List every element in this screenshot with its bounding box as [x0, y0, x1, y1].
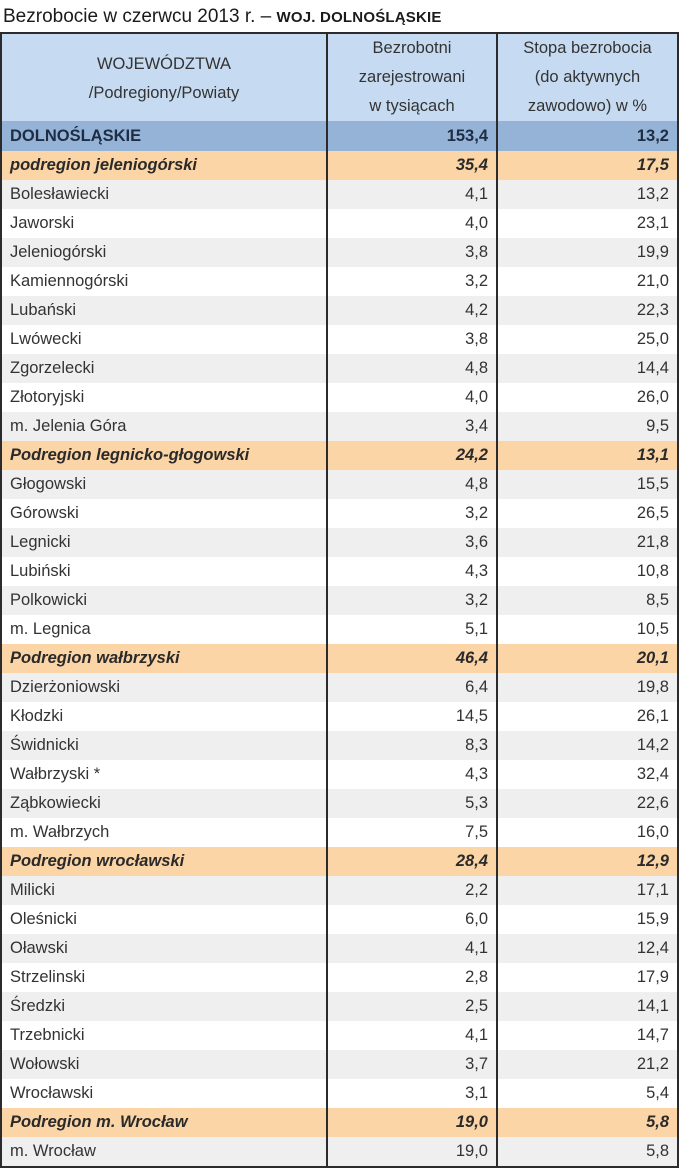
cell-rate: 26,5 — [497, 499, 678, 528]
column-header-unemployed — [327, 33, 497, 121]
cell-unemployed: 2,2 — [327, 876, 497, 905]
cell-unemployed: 4,3 — [327, 760, 497, 789]
cell-rate: 19,9 — [497, 238, 678, 267]
cell-rate: 17,1 — [497, 876, 678, 905]
cell-name: Wałbrzyski * — [1, 760, 327, 789]
cell-name: Podregion m. Wrocław — [1, 1108, 327, 1137]
cell-unemployed: 4,1 — [327, 934, 497, 963]
table-row — [1, 1050, 678, 1079]
cell-rate: 13,2 — [497, 180, 678, 209]
cell-rate: 14,2 — [497, 731, 678, 760]
cell-name: Lubiński — [1, 557, 327, 586]
header-line: zarejestrowani — [358, 68, 466, 86]
subregion-row — [1, 151, 678, 180]
cell-unemployed: 4,8 — [327, 470, 497, 499]
header-line: w tysiącach — [369, 97, 455, 115]
header-line: WOJEWÓDZTWA — [96, 54, 232, 73]
table-row — [1, 760, 678, 789]
table-row — [1, 615, 678, 644]
cell-unemployed: 14,5 — [327, 702, 497, 731]
table-row — [1, 528, 678, 557]
cell-name: Średzki — [1, 992, 327, 1021]
table-row — [1, 702, 678, 731]
table-row — [1, 383, 678, 412]
cell-name: m. Legnica — [1, 615, 327, 644]
column-header-rate — [497, 33, 678, 121]
header-line: Stopa bezrobocia — [523, 39, 652, 57]
page-title — [3, 2, 442, 32]
cell-name: Trzebnicki — [1, 1021, 327, 1050]
table-row — [1, 818, 678, 847]
cell-unemployed: 8,3 — [327, 731, 497, 760]
table-row — [1, 412, 678, 441]
cell-name: Górowski — [1, 499, 327, 528]
table-row — [1, 934, 678, 963]
cell-unemployed: 28,4 — [327, 847, 497, 876]
cell-unemployed: 7,5 — [327, 818, 497, 847]
cell-rate: 5,4 — [497, 1079, 678, 1108]
cell-unemployed: 4,0 — [327, 209, 497, 238]
cell-rate: 25,0 — [497, 325, 678, 354]
cell-name: Polkowicki — [1, 586, 327, 615]
cell-unemployed: 3,7 — [327, 1050, 497, 1079]
cell-unemployed: 3,2 — [327, 499, 497, 528]
title-region: WOJ. DOLNOŚLĄSKIE — [276, 9, 442, 26]
cell-rate: 15,5 — [497, 470, 678, 499]
cell-name: Podregion wrocławski — [1, 847, 327, 876]
cell-unemployed: 4,0 — [327, 383, 497, 412]
table-row — [1, 557, 678, 586]
cell-rate: 21,2 — [497, 1050, 678, 1079]
cell-name: Kamiennogórski — [1, 267, 327, 296]
table-row — [1, 789, 678, 818]
table-row — [1, 905, 678, 934]
header-line: Bezrobotni — [372, 39, 452, 57]
cell-name: m. Jelenia Góra — [1, 412, 327, 441]
cell-unemployed: 3,8 — [327, 238, 497, 267]
cell-name: m. Wrocław — [1, 1137, 327, 1167]
cell-unemployed: 19,0 — [327, 1137, 497, 1167]
cell-name: m. Wałbrzych — [1, 818, 327, 847]
cell-name: Strzelinski — [1, 963, 327, 992]
cell-rate: 21,8 — [497, 528, 678, 557]
cell-name: Oławski — [1, 934, 327, 963]
column-header-region — [1, 33, 327, 121]
cell-rate: 17,5 — [497, 151, 678, 180]
cell-rate: 16,0 — [497, 818, 678, 847]
cell-rate: 15,9 — [497, 905, 678, 934]
cell-unemployed: 19,0 — [327, 1108, 497, 1137]
table-row — [1, 470, 678, 499]
cell-name: Złotoryjski — [1, 383, 327, 412]
header-line: zawodowo) w % — [527, 97, 648, 115]
cell-unemployed: 46,4 — [327, 644, 497, 673]
cell-unemployed: 6,0 — [327, 905, 497, 934]
table-row — [1, 499, 678, 528]
cell-name: podregion jeleniogórski — [1, 151, 327, 180]
cell-rate: 23,1 — [497, 209, 678, 238]
cell-name: Podregion wałbrzyski — [1, 644, 327, 673]
total-unemployed: 153,4 — [327, 121, 497, 151]
cell-name: Milicki — [1, 876, 327, 905]
cell-unemployed: 4,1 — [327, 180, 497, 209]
cell-unemployed: 3,2 — [327, 586, 497, 615]
cell-unemployed: 3,1 — [327, 1079, 497, 1108]
table-row — [1, 586, 678, 615]
cell-unemployed: 2,5 — [327, 992, 497, 1021]
cell-name: Wrocławski — [1, 1079, 327, 1108]
cell-rate: 14,1 — [497, 992, 678, 1021]
cell-unemployed: 4,2 — [327, 296, 497, 325]
cell-unemployed: 3,8 — [327, 325, 497, 354]
cell-rate: 5,8 — [497, 1108, 678, 1137]
cell-unemployed: 4,3 — [327, 557, 497, 586]
table-row — [1, 1021, 678, 1050]
cell-rate: 13,1 — [497, 441, 678, 470]
cell-rate: 22,3 — [497, 296, 678, 325]
cell-unemployed: 6,4 — [327, 673, 497, 702]
table-row — [1, 1079, 678, 1108]
cell-rate: 10,5 — [497, 615, 678, 644]
subregion-row — [1, 847, 678, 876]
header-line: /Podregiony/Powiaty — [88, 83, 240, 102]
title-prefix: Bezrobocie w czerwcu 2013 r. – — [3, 6, 277, 27]
cell-rate: 12,9 — [497, 847, 678, 876]
cell-name: Jeleniogórski — [1, 238, 327, 267]
subregion-row — [1, 644, 678, 673]
cell-name: Wołowski — [1, 1050, 327, 1079]
cell-rate: 32,4 — [497, 760, 678, 789]
cell-unemployed: 5,1 — [327, 615, 497, 644]
total-name: DOLNOŚLĄSKIE — [1, 121, 327, 151]
cell-name: Podregion legnicko-głogowski — [1, 441, 327, 470]
table-row — [1, 325, 678, 354]
table-row — [1, 354, 678, 383]
cell-rate: 5,8 — [497, 1137, 678, 1167]
table-row — [1, 963, 678, 992]
table-row — [1, 180, 678, 209]
table-header-row — [1, 33, 678, 121]
cell-rate: 26,1 — [497, 702, 678, 731]
subregion-row — [1, 1108, 678, 1137]
table-row — [1, 731, 678, 760]
cell-unemployed: 4,1 — [327, 1021, 497, 1050]
cell-rate: 14,7 — [497, 1021, 678, 1050]
cell-name: Dzierżoniowski — [1, 673, 327, 702]
cell-name: Oleśnicki — [1, 905, 327, 934]
table-row — [1, 238, 678, 267]
cell-name: Głogowski — [1, 470, 327, 499]
cell-rate: 22,6 — [497, 789, 678, 818]
table-row — [1, 209, 678, 238]
cell-name: Kłodzki — [1, 702, 327, 731]
cell-unemployed: 2,8 — [327, 963, 497, 992]
cell-rate: 10,8 — [497, 557, 678, 586]
total-row — [1, 121, 678, 151]
table-row — [1, 673, 678, 702]
header-line: (do aktywnych — [534, 68, 641, 86]
cell-name: Lubański — [1, 296, 327, 325]
cell-name: Zgorzelecki — [1, 354, 327, 383]
table-row — [1, 992, 678, 1021]
cell-unemployed: 5,3 — [327, 789, 497, 818]
cell-unemployed: 3,6 — [327, 528, 497, 557]
cell-unemployed: 35,4 — [327, 151, 497, 180]
subregion-row — [1, 441, 678, 470]
table-row — [1, 267, 678, 296]
cell-rate: 19,8 — [497, 673, 678, 702]
cell-rate: 12,4 — [497, 934, 678, 963]
table-row — [1, 296, 678, 325]
cell-unemployed: 4,8 — [327, 354, 497, 383]
table-row — [1, 876, 678, 905]
cell-rate: 26,0 — [497, 383, 678, 412]
unemployment-table — [0, 32, 679, 1168]
cell-rate: 8,5 — [497, 586, 678, 615]
cell-rate: 9,5 — [497, 412, 678, 441]
cell-name: Legnicki — [1, 528, 327, 557]
cell-rate: 20,1 — [497, 644, 678, 673]
cell-rate: 17,9 — [497, 963, 678, 992]
cell-name: Lwówecki — [1, 325, 327, 354]
cell-unemployed: 24,2 — [327, 441, 497, 470]
cell-name: Ząbkowiecki — [1, 789, 327, 818]
cell-name: Bolesławiecki — [1, 180, 327, 209]
cell-name: Jaworski — [1, 209, 327, 238]
cell-unemployed: 3,4 — [327, 412, 497, 441]
cell-rate: 14,4 — [497, 354, 678, 383]
total-rate: 13,2 — [497, 121, 678, 151]
cell-unemployed: 3,2 — [327, 267, 497, 296]
cell-name: Świdnicki — [1, 731, 327, 760]
cell-rate: 21,0 — [497, 267, 678, 296]
